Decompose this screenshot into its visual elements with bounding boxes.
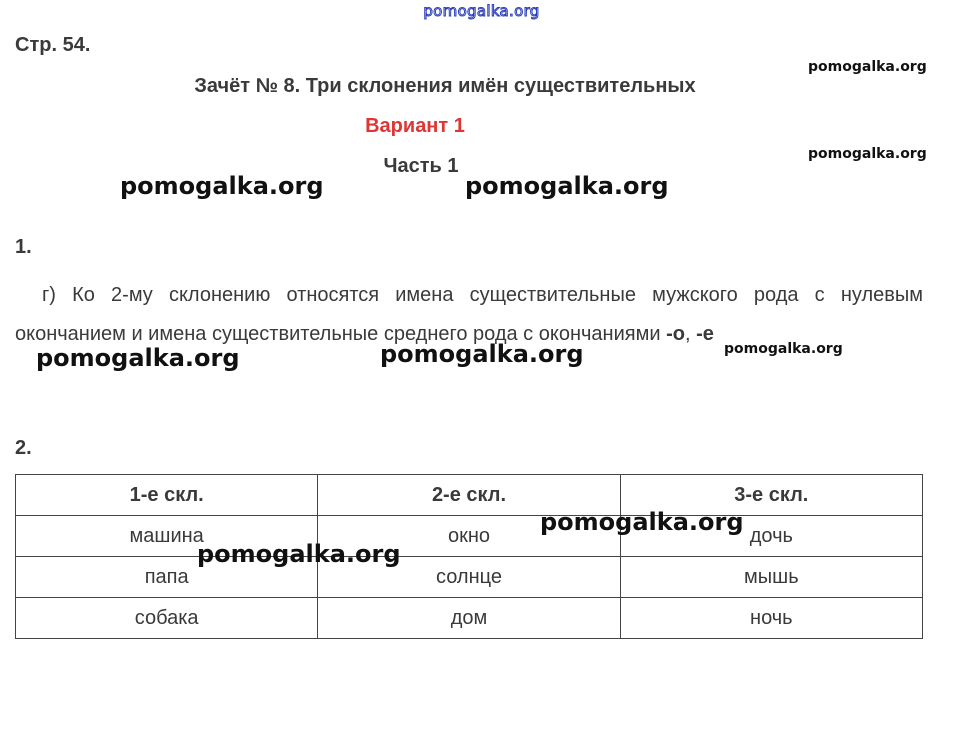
table-row [16, 557, 923, 598]
watermark: pomogalka.org [724, 341, 843, 357]
table-header-row [16, 475, 923, 516]
table-cell: дочь [620, 516, 922, 557]
test-title: Зачёт № 8. Три склонения имён существительных [194, 75, 696, 97]
table-row [16, 598, 923, 639]
watermark: pomogalka.org [36, 344, 240, 372]
declension-table [15, 474, 923, 639]
part-heading: Часть 1 [383, 155, 459, 177]
header-cell-3: 3-е скл. [620, 475, 922, 516]
answer-separator: , [684, 323, 691, 345]
header-cell-1: 1-е скл. [16, 475, 318, 516]
table-cell: машина [16, 516, 318, 557]
watermark: pomogalka.org [808, 146, 927, 162]
watermark: pomogalka.org [465, 172, 669, 200]
variant-heading: Вариант 1 [365, 115, 465, 137]
watermark: pomogalka.org [120, 172, 324, 200]
table-cell: дом [318, 598, 620, 639]
header-cell-2: 2-е скл. [318, 475, 620, 516]
page-reference: Стр. 54. [15, 34, 91, 56]
table-cell: солнце [318, 557, 620, 598]
ending-o: -о [666, 323, 685, 345]
table-row [16, 516, 923, 557]
table-cell: собака [16, 598, 318, 639]
table-cell: папа [16, 557, 318, 598]
table-cell: окно [318, 516, 620, 557]
watermark: pomogalka.org [540, 508, 744, 536]
table-cell: ночь [620, 598, 922, 639]
watermark: pomogalka.org [380, 340, 584, 368]
table-cell: мышь [620, 557, 922, 598]
ending-e: -е [696, 323, 714, 345]
watermark: pomogalka.org [808, 59, 927, 75]
task-2-number: 2. [15, 437, 32, 459]
task-1-number: 1. [15, 236, 32, 258]
answer-text: г) Ко 2-му склонению относятся имена существительные мужского рода с нулевым окончанием и имена существительные среднего рода с окончаниями [15, 284, 923, 345]
watermark: pomogalka.org [197, 540, 401, 568]
site-link[interactable]: pomogalka.org [423, 2, 540, 20]
